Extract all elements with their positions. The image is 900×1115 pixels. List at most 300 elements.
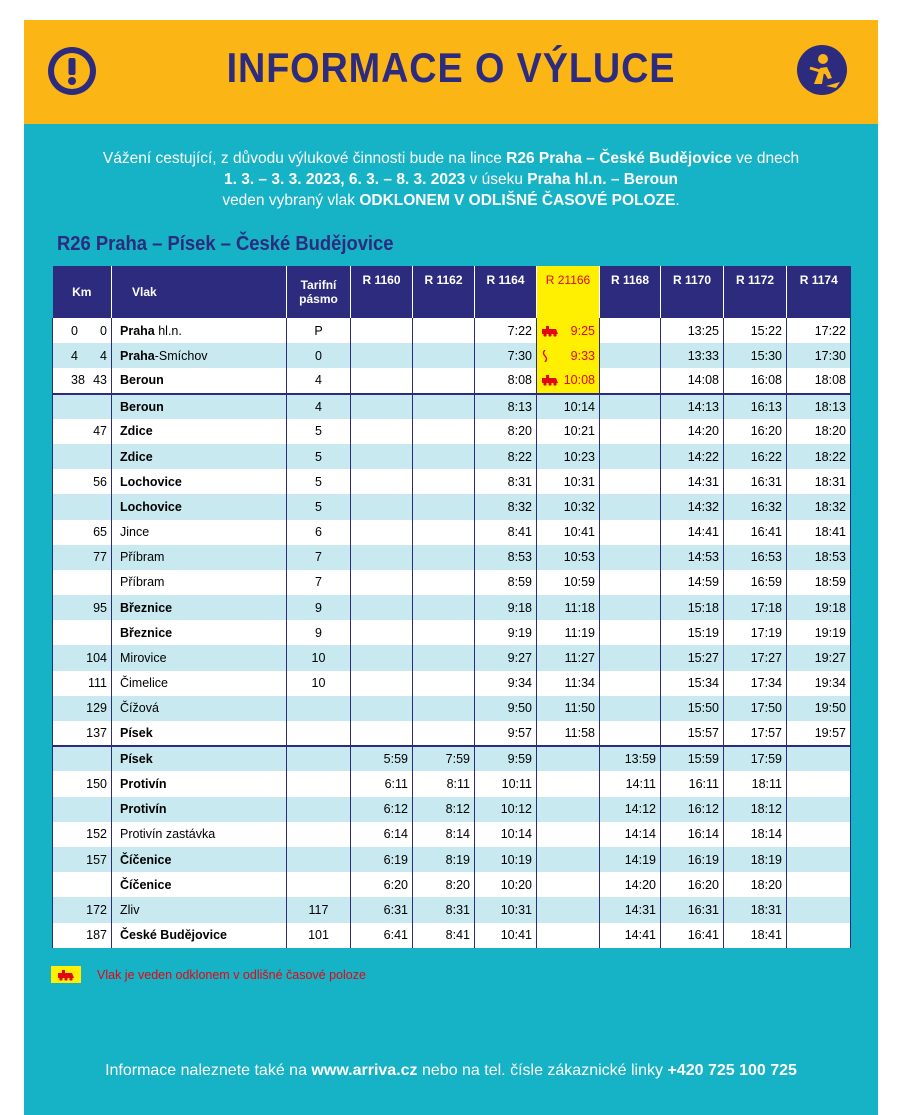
time-cell: 11:18 [537, 595, 600, 620]
time-cell [413, 721, 475, 746]
zone-cell: 7 [287, 570, 351, 595]
time-cell [600, 696, 661, 721]
time-cell: 16:14 [661, 822, 724, 847]
station-cell: Protivín [112, 771, 287, 796]
time-cell: 16:13 [724, 394, 787, 419]
time-cell [537, 923, 600, 948]
time-cell: 15:30 [724, 343, 787, 368]
zone-cell: 4 [287, 368, 351, 393]
km-cell: 111 [53, 671, 112, 696]
website-link[interactable]: www.arriva.cz [311, 1062, 418, 1079]
time-cell [413, 494, 475, 519]
time-cell [413, 469, 475, 494]
time-cell [537, 771, 600, 796]
time-cell: 8:22 [475, 444, 537, 469]
station-cell: Beroun [112, 394, 287, 419]
table-row [53, 469, 851, 494]
zone-cell: 5 [287, 444, 351, 469]
station-cell: České Budějovice [112, 923, 287, 948]
time-cell: 18:12 [724, 797, 787, 822]
table-row [53, 897, 851, 922]
header-km: Km [53, 266, 112, 318]
intro-text: Vážení cestující, z důvodu výlukové činnosti bude na lince R26 Praha – České Budějovice ve dnech 1. 3. – 3. 3. 2023, 6. 3. – 8. 3. 2023 v úseku Praha hl.n. – Beroun veden vybraný vlak ODKLONEM V ODLIŠNÉ ČASOVÉ POLOZE. [102, 150, 800, 209]
time-cell: 18:41 [787, 520, 851, 545]
time-cell [413, 394, 475, 419]
time-cell: 17:34 [724, 671, 787, 696]
table-row [53, 520, 851, 545]
route-title: R26 Praha – Písek – České Budějovice [57, 233, 394, 255]
train-icon [541, 325, 559, 337]
time-cell [600, 494, 661, 519]
table-row [53, 620, 851, 645]
time-cell [351, 645, 413, 670]
km-cell: 95 [53, 595, 112, 620]
station-cell: Březnice [112, 620, 287, 645]
km-cell [53, 494, 112, 519]
time-cell: 14:20 [600, 872, 661, 897]
km-cell: 4 4 [53, 343, 112, 368]
time-cell [413, 444, 475, 469]
time-cell: 17:59 [724, 746, 787, 771]
time-cell [351, 368, 413, 393]
zone-cell [287, 771, 351, 796]
time-cell: 9:19 [475, 620, 537, 645]
station-cell: Beroun [112, 368, 287, 393]
time-cell: 17:27 [724, 645, 787, 670]
km-cell: 0 0 [53, 318, 112, 343]
time-cell: 13:59 [600, 746, 661, 771]
time-cell: 10:41 [537, 520, 600, 545]
station-cell: Příbram [112, 570, 287, 595]
time-cell [537, 872, 600, 897]
km-cell: 65 [53, 520, 112, 545]
diversion-squiggle-icon [541, 350, 559, 362]
time-cell: 16:32 [724, 494, 787, 519]
station-cell: Zdice [112, 444, 287, 469]
time-cell: 13:25 [661, 318, 724, 343]
time-cell: 16:31 [724, 469, 787, 494]
time-cell: 10:21 [537, 419, 600, 444]
time-cell: 14:22 [661, 444, 724, 469]
km-cell [53, 570, 112, 595]
time-cell: 10:14 [475, 822, 537, 847]
time-cell: 8:59 [475, 570, 537, 595]
time-cell: 16:20 [724, 419, 787, 444]
header-train-number: R 1162 [413, 266, 475, 318]
time-cell [537, 847, 600, 872]
time-cell [413, 696, 475, 721]
time-cell [351, 343, 413, 368]
time-cell: 8:41 [475, 520, 537, 545]
time-cell [413, 419, 475, 444]
zone-cell: 6 [287, 520, 351, 545]
time-cell: 15:34 [661, 671, 724, 696]
timetable-header [53, 266, 851, 318]
header-train-number: R 1172 [724, 266, 787, 318]
header-train-number-diverted: R 21166 [537, 266, 600, 318]
time-cell: 14:14 [600, 822, 661, 847]
time-cell [351, 469, 413, 494]
km-cell: 47 [53, 419, 112, 444]
time-cell: 9:59 [475, 746, 537, 771]
time-cell [600, 520, 661, 545]
time-cell: 14:31 [600, 897, 661, 922]
table-row [53, 797, 851, 822]
zone-cell [287, 822, 351, 847]
table-row [53, 419, 851, 444]
header-train-number: R 1164 [475, 266, 537, 318]
phone-number[interactable]: +420 725 100 725 [667, 1062, 797, 1079]
time-cell [600, 469, 661, 494]
km-cell: 172 [53, 897, 112, 922]
table-row [53, 494, 851, 519]
time-cell: 15:59 [661, 746, 724, 771]
station-cell: Příbram [112, 545, 287, 570]
km-cell [53, 746, 112, 771]
time-cell: 9:50 [475, 696, 537, 721]
time-cell [600, 368, 661, 393]
time-cell [351, 620, 413, 645]
time-cell: 10:20 [475, 872, 537, 897]
zone-cell [287, 797, 351, 822]
time-cell: 9:34 [475, 671, 537, 696]
train-icon [541, 374, 559, 386]
time-cell [351, 494, 413, 519]
station-cell: Lochovice [112, 494, 287, 519]
station-cell: Písek [112, 721, 287, 746]
time-cell: 8:20 [413, 872, 475, 897]
time-cell: 14:12 [600, 797, 661, 822]
time-cell: 19:19 [787, 620, 851, 645]
time-cell [787, 771, 851, 796]
time-cell: 6:31 [351, 897, 413, 922]
time-cell: 14:59 [661, 570, 724, 595]
header-train-number: R 1160 [351, 266, 413, 318]
time-cell: 17:30 [787, 343, 851, 368]
time-cell [787, 797, 851, 822]
time-cell: 10:19 [475, 847, 537, 872]
time-cell [600, 645, 661, 670]
table-row [53, 318, 851, 343]
time-cell: 6:11 [351, 771, 413, 796]
time-cell: 16:12 [661, 797, 724, 822]
time-cell: 8:19 [413, 847, 475, 872]
km-cell: 137 [53, 721, 112, 746]
time-cell: 10:59 [537, 570, 600, 595]
zone-cell: 101 [287, 923, 351, 948]
time-cell: 6:19 [351, 847, 413, 872]
time-cell [600, 545, 661, 570]
time-cell [787, 872, 851, 897]
time-cell [537, 797, 600, 822]
time-cell [413, 645, 475, 670]
legend [51, 966, 366, 983]
table-row [53, 444, 851, 469]
zone-cell: 0 [287, 343, 351, 368]
time-cell [351, 444, 413, 469]
time-cell: 10:41 [475, 923, 537, 948]
time-cell: 10:14 [537, 394, 600, 419]
time-cell: 10:32 [537, 494, 600, 519]
time-cell [600, 570, 661, 595]
time-cell: 19:34 [787, 671, 851, 696]
km-cell [53, 797, 112, 822]
time-cell: 18:31 [724, 897, 787, 922]
km-cell: 187 [53, 923, 112, 948]
zone-cell: 4 [287, 394, 351, 419]
time-cell: 16:22 [724, 444, 787, 469]
time-cell: 11:34 [537, 671, 600, 696]
time-cell [351, 721, 413, 746]
header-train: Vlak [112, 266, 287, 318]
station-cell: Čimelice [112, 671, 287, 696]
time-cell [600, 343, 661, 368]
time-cell: 15:27 [661, 645, 724, 670]
time-cell [787, 822, 851, 847]
time-cell: 18:59 [787, 570, 851, 595]
legend-swatch [51, 966, 81, 983]
time-cell: 10:31 [475, 897, 537, 922]
time-cell: 18:14 [724, 822, 787, 847]
time-cell [351, 595, 413, 620]
time-cell [537, 897, 600, 922]
diverted-time-cell: 10:08 [537, 368, 600, 393]
station-cell: Protivín zastávka [112, 822, 287, 847]
station-cell: Písek [112, 746, 287, 771]
km-cell [53, 444, 112, 469]
time-cell: 8:14 [413, 822, 475, 847]
station-cell: Zliv [112, 897, 287, 922]
time-cell: 18:13 [787, 394, 851, 419]
time-cell [600, 318, 661, 343]
zone-cell: 9 [287, 620, 351, 645]
time-cell: 19:18 [787, 595, 851, 620]
time-cell: 8:13 [475, 394, 537, 419]
construction-worker-icon [796, 44, 848, 96]
time-cell [351, 520, 413, 545]
time-cell: 8:32 [475, 494, 537, 519]
time-cell [600, 419, 661, 444]
time-cell: 19:57 [787, 721, 851, 746]
time-cell: 14:08 [661, 368, 724, 393]
table-row [53, 822, 851, 847]
km-cell: 129 [53, 696, 112, 721]
station-cell: Čížová [112, 696, 287, 721]
table-row [53, 923, 851, 948]
time-cell [787, 897, 851, 922]
time-cell: 15:57 [661, 721, 724, 746]
station-cell: Jince [112, 520, 287, 545]
zone-cell: 5 [287, 469, 351, 494]
zone-cell: 9 [287, 595, 351, 620]
time-cell: 8:53 [475, 545, 537, 570]
time-cell: 17:50 [724, 696, 787, 721]
km-cell: 157 [53, 847, 112, 872]
table-row [53, 746, 851, 771]
time-cell [787, 746, 851, 771]
time-cell: 18:20 [787, 419, 851, 444]
time-cell: 8:08 [475, 368, 537, 393]
time-cell: 10:53 [537, 545, 600, 570]
time-cell: 8:31 [475, 469, 537, 494]
time-cell [600, 671, 661, 696]
time-cell: 8:31 [413, 897, 475, 922]
time-cell [413, 671, 475, 696]
station-cell: Březnice [112, 595, 287, 620]
table-row [53, 872, 851, 897]
time-cell [413, 545, 475, 570]
poster [24, 20, 878, 1115]
time-cell: 10:31 [537, 469, 600, 494]
time-cell: 10:11 [475, 771, 537, 796]
header-zone: Tarifní pásmo [287, 266, 351, 318]
zone-cell [287, 847, 351, 872]
time-cell: 9:18 [475, 595, 537, 620]
time-cell: 11:50 [537, 696, 600, 721]
time-cell: 9:27 [475, 645, 537, 670]
km-cell: 104 [53, 645, 112, 670]
time-cell: 8:20 [475, 419, 537, 444]
time-cell: 14:32 [661, 494, 724, 519]
time-cell: 9:57 [475, 721, 537, 746]
time-cell [600, 620, 661, 645]
time-cell [787, 847, 851, 872]
table-row [53, 394, 851, 419]
time-cell: 5:59 [351, 746, 413, 771]
table-row [53, 595, 851, 620]
time-cell: 14:13 [661, 394, 724, 419]
km-cell: 152 [53, 822, 112, 847]
time-cell [413, 570, 475, 595]
zone-cell [287, 696, 351, 721]
km-cell [53, 620, 112, 645]
time-cell: 6:20 [351, 872, 413, 897]
time-cell: 16:31 [661, 897, 724, 922]
table-row [53, 368, 851, 393]
zone-cell: 5 [287, 419, 351, 444]
table-row [53, 343, 851, 368]
time-cell: 6:41 [351, 923, 413, 948]
time-cell: 19:27 [787, 645, 851, 670]
time-cell: 15:22 [724, 318, 787, 343]
zone-cell: 5 [287, 494, 351, 519]
time-cell: 8:11 [413, 771, 475, 796]
time-cell: 14:31 [661, 469, 724, 494]
time-cell: 8:41 [413, 923, 475, 948]
station-cell: Číčenice [112, 872, 287, 897]
time-cell: 14:41 [661, 520, 724, 545]
time-cell: 11:27 [537, 645, 600, 670]
km-cell [53, 872, 112, 897]
time-cell: 18:19 [724, 847, 787, 872]
time-cell: 17:57 [724, 721, 787, 746]
time-cell: 18:22 [787, 444, 851, 469]
time-cell: 15:50 [661, 696, 724, 721]
time-cell: 18:20 [724, 872, 787, 897]
time-cell [351, 696, 413, 721]
time-cell [413, 595, 475, 620]
km-cell: 77 [53, 545, 112, 570]
zone-cell [287, 746, 351, 771]
time-cell: 7:22 [475, 318, 537, 343]
table-row [53, 545, 851, 570]
time-cell: 18:32 [787, 494, 851, 519]
time-cell: 16:19 [661, 847, 724, 872]
station-cell: Mirovice [112, 645, 287, 670]
time-cell: 14:19 [600, 847, 661, 872]
table-row [53, 771, 851, 796]
time-cell: 14:20 [661, 419, 724, 444]
time-cell: 8:12 [413, 797, 475, 822]
time-cell [413, 520, 475, 545]
time-cell: 18:08 [787, 368, 851, 393]
time-cell: 7:59 [413, 746, 475, 771]
time-cell [413, 343, 475, 368]
header-train-number: R 1170 [661, 266, 724, 318]
zone-cell: 117 [287, 897, 351, 922]
time-cell: 15:19 [661, 620, 724, 645]
time-cell [351, 419, 413, 444]
table-row [53, 671, 851, 696]
time-cell: 18:11 [724, 771, 787, 796]
time-cell: 17:22 [787, 318, 851, 343]
station-cell: Praha hl.n. [112, 318, 287, 343]
time-cell [537, 822, 600, 847]
time-cell: 7:30 [475, 343, 537, 368]
time-cell: 16:11 [661, 771, 724, 796]
page-title: INFORMACE O VÝLUCE [226, 44, 676, 91]
time-cell: 14:53 [661, 545, 724, 570]
time-cell [351, 394, 413, 419]
header-train-number: R 1174 [787, 266, 851, 318]
footer-contact: Informace naleznete také na www.arriva.cz nebo na tel. čísle zákaznické linky +420 725 100 725 [105, 1062, 797, 1079]
header-banner [24, 20, 878, 124]
time-cell [413, 318, 475, 343]
header-train-number: R 1168 [600, 266, 661, 318]
time-cell: 10:23 [537, 444, 600, 469]
time-cell: 16:53 [724, 545, 787, 570]
time-cell [600, 444, 661, 469]
time-cell: 18:53 [787, 545, 851, 570]
zone-cell: 10 [287, 671, 351, 696]
time-cell: 16:41 [724, 520, 787, 545]
time-cell: 14:41 [600, 923, 661, 948]
station-cell: Lochovice [112, 469, 287, 494]
time-cell: 16:59 [724, 570, 787, 595]
time-cell: 18:31 [787, 469, 851, 494]
time-cell: 14:11 [600, 771, 661, 796]
km-cell [53, 394, 112, 419]
station-cell: Zdice [112, 419, 287, 444]
table-row [53, 847, 851, 872]
table-row [53, 645, 851, 670]
time-cell [351, 671, 413, 696]
table-row [53, 721, 851, 746]
time-cell [787, 923, 851, 948]
time-cell: 17:18 [724, 595, 787, 620]
time-cell [413, 620, 475, 645]
train-icon [57, 969, 75, 981]
zone-cell: P [287, 318, 351, 343]
station-cell: Protivín [112, 797, 287, 822]
time-cell: 6:14 [351, 822, 413, 847]
time-cell [600, 595, 661, 620]
time-cell: 11:58 [537, 721, 600, 746]
station-cell: Číčenice [112, 847, 287, 872]
time-cell [413, 368, 475, 393]
zone-cell [287, 872, 351, 897]
time-cell [600, 394, 661, 419]
